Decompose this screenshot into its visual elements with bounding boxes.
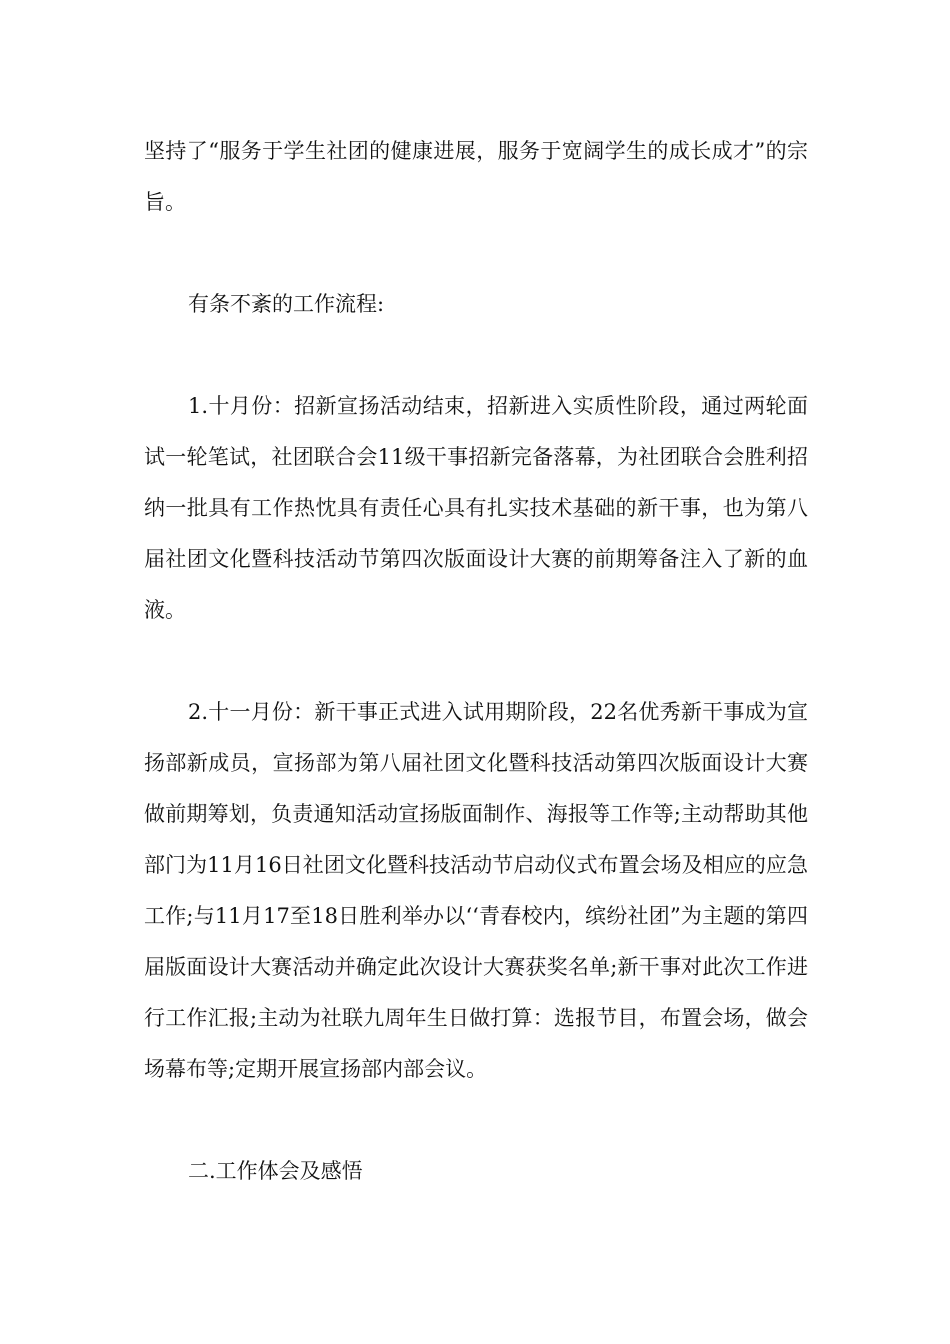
heading-workflow: 有条不紊的工作流程:	[188, 292, 385, 316]
paragraph-october: 1.十月份：招新宣扬活动结束，招新进入实质性阶段，通过两轮面试一轮笔试，社团联合会11级干事招新完备落幕，为社团联合会胜利招纳一批具有工作热忱具有责任心具有扎实技术基础的新干事，也为第八届社团文化暨科技活动节第四次版面设计大赛的前期筹备注入了新的血液。	[144, 394, 808, 622]
paragraph-gap	[144, 636, 808, 687]
document-body	[144, 126, 808, 1197]
paragraph-gap	[144, 330, 808, 381]
heading-reflections: 二.工作体会及感悟	[188, 1159, 363, 1183]
paragraph-november: 2.十一月份：新干事正式进入试用期阶段，22名优秀新干事成为宣扬部新成员，宣扬部为第八届社团文化暨科技活动第四次版面设计大赛做前期筹划，负责通知活动宣扬版面制作、海报等工作等;主动帮助其他部门为11月16日社团文化暨科技活动节启动仪式布置会场及相应的应急工作;与11月17至18日胜利举办以‘‘青春校内，缤纷社团”为主题的第四届版面设计大赛活动并确定此次设计大赛获奖名单;新干事对此次工作进行工作汇报;主动为社联九周年生日做打算：选报节目，布置会场，做会场幕布等;定期开展宣扬部内部会议。	[144, 700, 808, 1081]
paragraph-gap	[144, 1095, 808, 1146]
paragraph-gap	[144, 228, 808, 279]
paragraph-purpose: 坚持了“服务于学生社团的健康进展，服务于宽阔学生的成长成才”的宗旨。	[144, 139, 808, 214]
